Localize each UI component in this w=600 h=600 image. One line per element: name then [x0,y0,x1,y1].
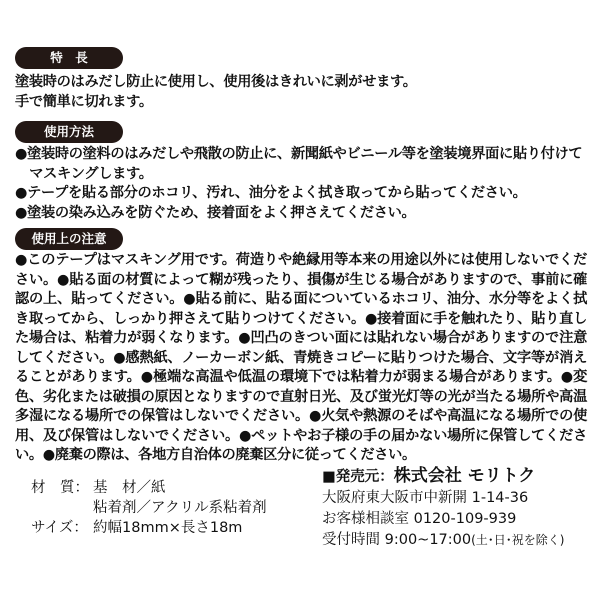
company-name: 株式会社 モリトク [393,466,536,486]
material-key: 材 質： [31,480,89,496]
hours-note: (土･日･祝を除く) [471,533,565,547]
hours-value: 9:00~17:00 [384,532,472,548]
material-base: 基 材／紙 [93,480,166,496]
maker-block [322,466,564,551]
hours-label: 受付時間 [322,532,380,548]
material-row [31,478,267,498]
address: 大阪府東大阪市中新開 1-14-36 [322,490,529,506]
size-value: 約幅18mm×長さ18m [93,520,243,536]
features-label: 特 長 [15,47,123,69]
material-adhesive: 粘着剤／アクリル系粘着剤 [93,500,267,516]
size-key: サイズ： [31,520,88,536]
spec-block [31,478,267,538]
usage-item: ●塗装の染み込みを防ぐため、接着面をよく押さえてください。 [15,204,416,221]
usage-item: ●塗装時の塗料のはみだしや飛散の防止に、新聞紙やビニール等を塗装境界面に貼り付けてマスキングします。 [15,146,583,182]
usage-item: ●テープを貼る部分のホコリ、汚れ、油分をよく拭き取ってから貼ってください。 [15,185,527,201]
features-line: 手で簡単に切れます。 [15,93,153,110]
usage-text [15,145,587,223]
features-text [15,73,587,112]
consult-label: お客様相談室 [322,511,409,527]
consult-row [322,509,564,530]
seller-row [322,466,564,488]
cautions-text: ●このテープはマスキング用です。荷造りや絶縁用等本来の用途以外には使用しないでください。●貼る面の材質によって糊が残ったり、損傷が生じる場合がありますので、事前に確認の上、貼ってください。●貼る前に、貼る面についているホコリ、油分、水分等をよく拭き取ってから、しっかり押さえて貼りつけてください。●接着面に手を触れたり、貼り直した場合は、粘着力が弱くなります。●凹凸のきつい面には貼れない場合がありますので注意してください。●感熱紙、ノーカーボン紙、青焼きコピーに貼りつけた場合、文字等が消えることがあります。●極端な高温や低温の環境下では粘着力が弱まる場合があります。●変色、劣化または破損の原因となりますので直射日光、及び蛍光灯等の光が当たる場所や高温多湿になる場所での保管はしないでください。●火気や熱源のそばや高温になる場所での使用、及び保管はしないでください。●ペットやお子様の手の届かない場所に保管してください。●廃棄の際は、各地方自治体の廃棄区分に従ってください。 [15,252,587,463]
size-row [31,518,267,538]
features-line: 塗装時のはみだし防止に使用し、使用後はきれいに剥がせます。 [15,74,417,90]
usage-label: 使用方法 [15,121,123,143]
hours-row [322,530,564,551]
cautions-label: 使用上の注意 [15,228,123,250]
phone-number: 0120-109-939 [413,511,517,527]
seller-label: ■発売元： [322,469,394,485]
